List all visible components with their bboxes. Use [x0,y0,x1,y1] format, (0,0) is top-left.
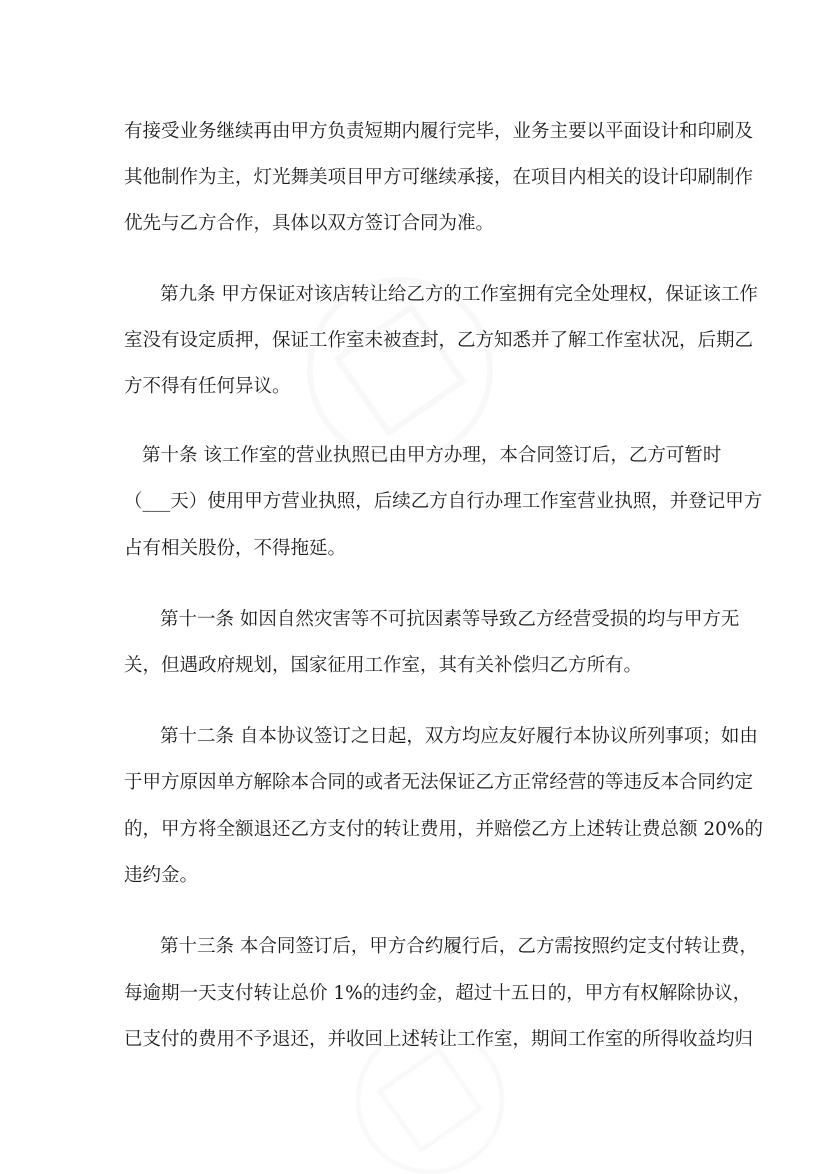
line-18: 已支付的费用不予退还，并收回上述转让工作室，期间工作室的所得收益均归 [124,1029,754,1050]
line-17: 每逾期一天支付转让总价 1%的违约金，超过十五日的，甲方有权解除协议， [124,983,752,1004]
line-14: 的，甲方将全额退还乙方支付的转让费用，并赔偿乙方上述转让费总额 20%的 [124,819,764,840]
line-5: 室没有设定质押，保证工作室未被查封，乙方知悉并了解工作室状况，后期乙 [124,330,754,351]
line-7: 第十条 该工作室的营业执照已由甲方办理，本合同签订后，乙方可暂时 [142,445,722,466]
line-2: 其他制作为主，灯光舞美项目甲方可继续承接，在项目内相关的设计印刷制作 [124,167,754,188]
line-4: 第九条 甲方保证对该店转让给乙方的工作室拥有完全处理权，保证该工作 [160,284,758,305]
line-6: 方不得有任何异议。 [124,376,291,397]
line-13: 于甲方原因单方解除本合同的或者无法保证乙方正常经营的等违反本合同约定 [124,772,754,793]
line-8: （___天）使用甲方营业执照，后续乙方自行办理工作室营业执照，并登记甲方 [124,491,763,512]
line-12: 第十二条 自本协议签订之日起，双方均应友好履行本协议所列事项；如由 [160,726,758,747]
line-16: 第十三条 本合同签订后，甲方合约履行后，乙方需按照约定支付转让费， [160,936,758,957]
line-11: 关，但遇政府规划，国家征用工作室，其有关补偿归乙方所有。 [124,655,643,676]
line-9: 占有相关股份，不得拖延。 [124,538,347,559]
line-3: 优先与乙方合作，具体以双方签订合同为准。 [124,213,495,234]
watermark-icon-2 [319,989,542,1174]
line-1: 有接受业务继续再由甲方负责短期内履行完毕，业务主要以平面设计和印刷及 [124,121,754,142]
line-15: 违约金。 [124,865,199,886]
line-10: 第十一条 如因自然灾害等不可抗因素等导致乙方经营受损的均与甲方无 [160,609,740,630]
